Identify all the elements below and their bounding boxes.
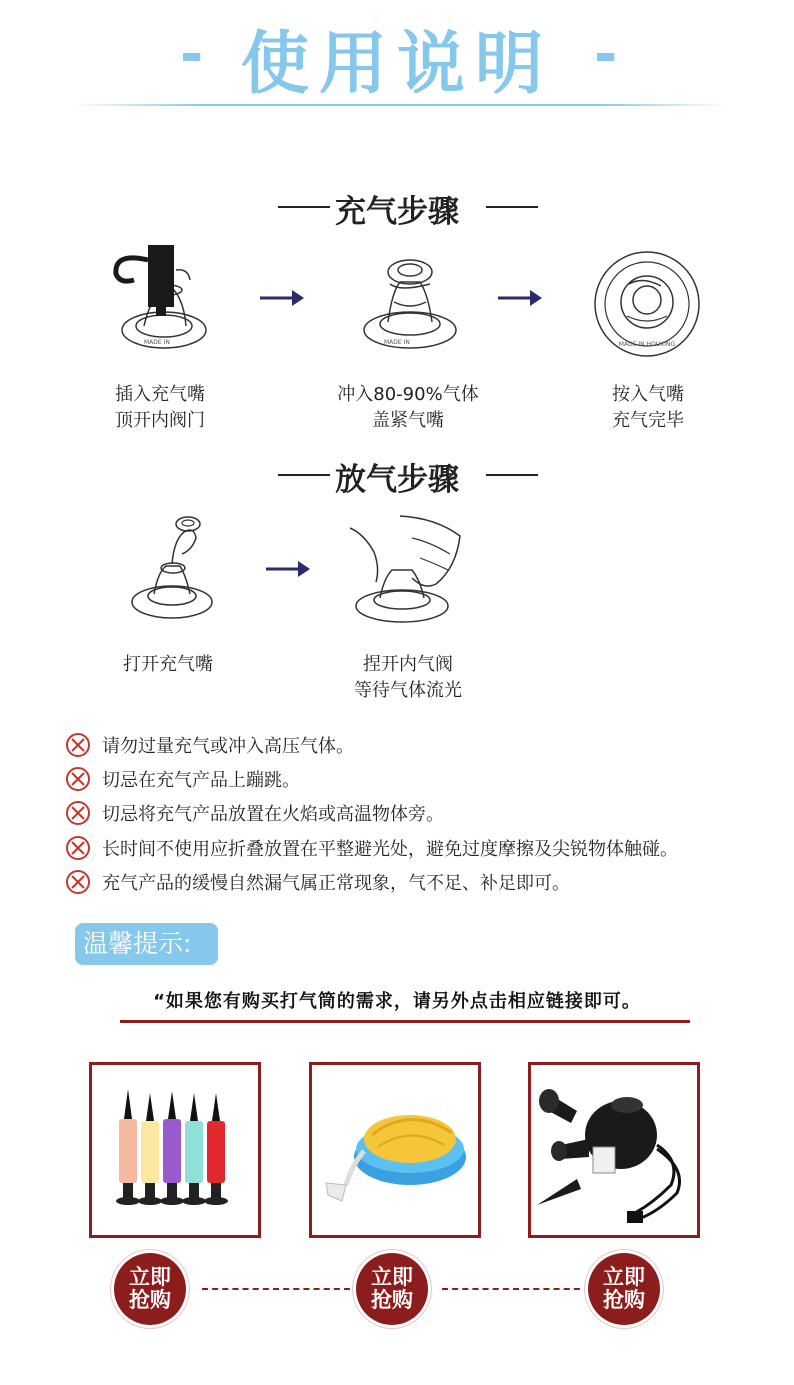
electric-pump-image bbox=[531, 1065, 697, 1235]
tip-quote: “如果您有购买打气筒的需求，请另外点击相应链接即可。 bbox=[153, 991, 641, 1012]
press-valve-illustration bbox=[587, 246, 707, 362]
deflate-step-1-caption: 打开充气嘴 bbox=[123, 654, 213, 675]
inflate-heading-text: 充气步骤 bbox=[335, 194, 459, 230]
title-divider bbox=[70, 104, 730, 106]
svg-text:MADE IN: MADE IN bbox=[144, 339, 170, 346]
no-sign-icon bbox=[64, 834, 92, 862]
inflate-step-3-caption: 按入气嘴 充气完毕 bbox=[612, 384, 684, 431]
squeeze-valve-illustration bbox=[340, 508, 472, 632]
right-arrow-icon bbox=[264, 559, 312, 579]
svg-text:MADE IN: MADE IN bbox=[384, 339, 410, 346]
product-electric-pump-card[interactable] bbox=[528, 1062, 700, 1238]
no-sign-icon bbox=[64, 765, 92, 793]
product-foot-pump-card[interactable] bbox=[309, 1062, 481, 1238]
buy-now-button[interactable]: 立即 抢购 bbox=[588, 1253, 660, 1325]
open-valve-illustration bbox=[126, 510, 218, 628]
tip-badge: 温馨提示: bbox=[75, 923, 218, 965]
no-sign-icon bbox=[64, 868, 92, 896]
warning-item: 切忌将充气产品放置在火焰或高温物体旁。 bbox=[64, 798, 444, 828]
right-arrow-icon bbox=[258, 288, 306, 308]
tip-underline bbox=[120, 1020, 690, 1023]
deflate-heading bbox=[0, 454, 794, 498]
buy-now-button[interactable]: 立即 抢购 bbox=[356, 1253, 428, 1325]
dotted-connector bbox=[442, 1288, 590, 1290]
foot-pump-image bbox=[312, 1065, 478, 1235]
product-hand-pump-card[interactable] bbox=[89, 1062, 261, 1238]
hand-pump-set-image bbox=[92, 1065, 258, 1235]
inflate-heading bbox=[0, 186, 794, 230]
deflate-step-2-caption: 捏开内气阀 等待气体流光 bbox=[354, 654, 462, 701]
svg-text:MADE IN HOUXING: MADE IN HOUXING bbox=[618, 341, 676, 348]
title-dash-right: - bbox=[594, 22, 618, 87]
deflate-heading-text: 放气步骤 bbox=[335, 462, 459, 498]
no-sign-icon bbox=[64, 799, 92, 827]
warning-item: 充气产品的缓慢自然漏气属正常现象，气不足、补足即可。 bbox=[64, 867, 570, 897]
warning-item: 切忌在充气产品上蹦跳。 bbox=[64, 764, 300, 794]
right-arrow-icon bbox=[496, 288, 544, 308]
title-dash-left: - bbox=[180, 22, 204, 87]
inflate-step-2-caption: 冲入80-90%气体 盖紧气嘴 bbox=[337, 384, 479, 431]
warning-item: 请勿过量充气或冲入高压气体。 bbox=[64, 730, 354, 760]
seal-valve-illustration bbox=[354, 244, 466, 356]
page-title: 使用说明 bbox=[240, 25, 553, 104]
inflate-step-1-caption: 插入充气嘴 顶开内阀门 bbox=[115, 384, 205, 431]
dotted-connector bbox=[202, 1288, 350, 1290]
insert-valve-illustration bbox=[104, 240, 220, 358]
warning-item: 长时间不使用应折叠放置在平整避光处，避免过度摩擦及尖锐物体触碰。 bbox=[64, 833, 678, 863]
no-sign-icon bbox=[64, 731, 92, 759]
buy-now-button[interactable]: 立即 抢购 bbox=[114, 1253, 186, 1325]
